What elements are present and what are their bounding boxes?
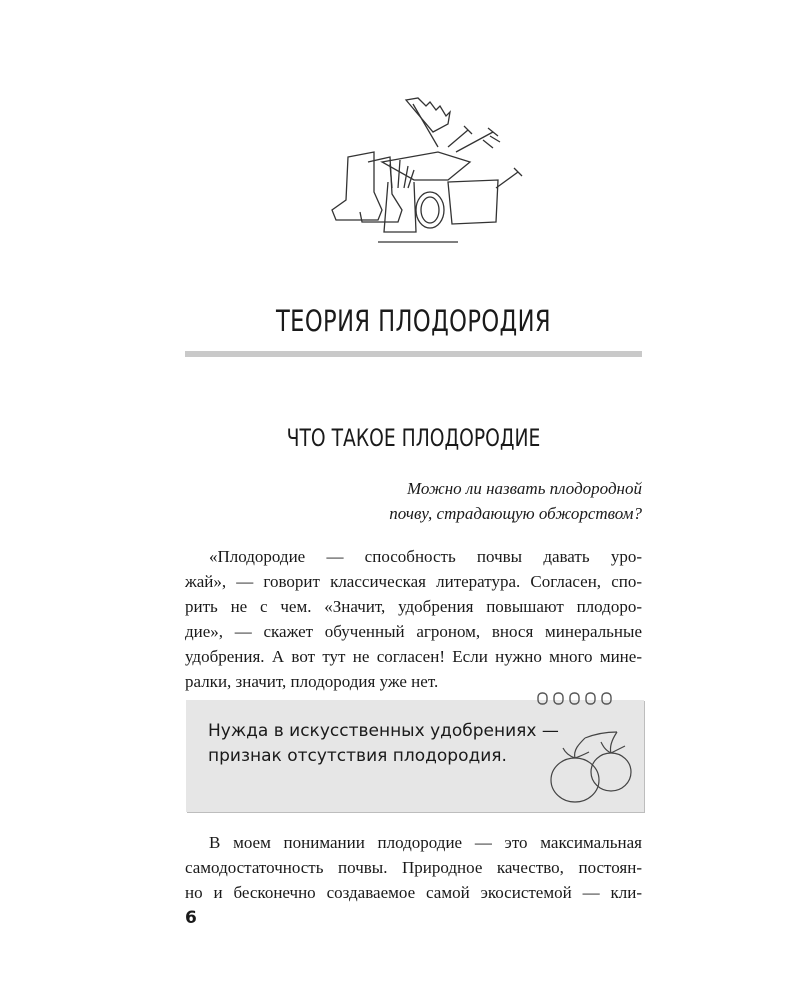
paragraph-line: ралки, значит, плодородия уже нет. — [185, 672, 439, 691]
paragraph-line: удобрения. А вот тут не согласен! Если нужно много мине- — [185, 647, 642, 666]
garden-tools-illustration — [318, 92, 523, 252]
title-divider — [185, 351, 642, 357]
epigraph — [330, 476, 642, 526]
callout-text — [208, 719, 568, 769]
callout-line: признак отсутствия плодородия. — [208, 746, 507, 766]
epigraph-line: почву, страдающую обжорством? — [389, 504, 642, 523]
tomato-icon — [545, 728, 640, 808]
paragraph-line: «Плодородие — способность почвы давать уро- — [209, 547, 642, 566]
section-title: ЧТО ТАКОЕ ПЛОДОРОДИЕ — [286, 424, 541, 452]
paragraph-line: дие», — скажет обученный агроном, внося минеральные — [185, 622, 642, 641]
body-paragraph — [185, 544, 642, 694]
garden-tools-icon — [318, 92, 523, 252]
callout-line: Нужда в искусственных удобрениях — — [208, 721, 559, 741]
notepad-spiral-icon — [536, 689, 616, 709]
paragraph-line: рить не с чем. «Значит, удобрения повышают плодоро- — [185, 597, 642, 616]
page-number: 6 — [185, 908, 197, 928]
body-paragraph — [185, 830, 642, 905]
paragraph-line: но и бесконечно создаваемое самой экосистемой — кли- — [185, 883, 642, 902]
epigraph-line: Можно ли назвать плодородной — [406, 479, 642, 498]
paragraph-line: самодостаточность почвы. Природное качество, постоян- — [185, 858, 642, 877]
paragraph-line: жай», — говорит классическая литература. Согласен, спо- — [185, 572, 642, 591]
chapter-title: ТЕОРИЯ ПЛОДОРОДИЯ — [275, 304, 552, 338]
paragraph-line: В моем понимании плодородие — это максимальная — [209, 833, 642, 852]
